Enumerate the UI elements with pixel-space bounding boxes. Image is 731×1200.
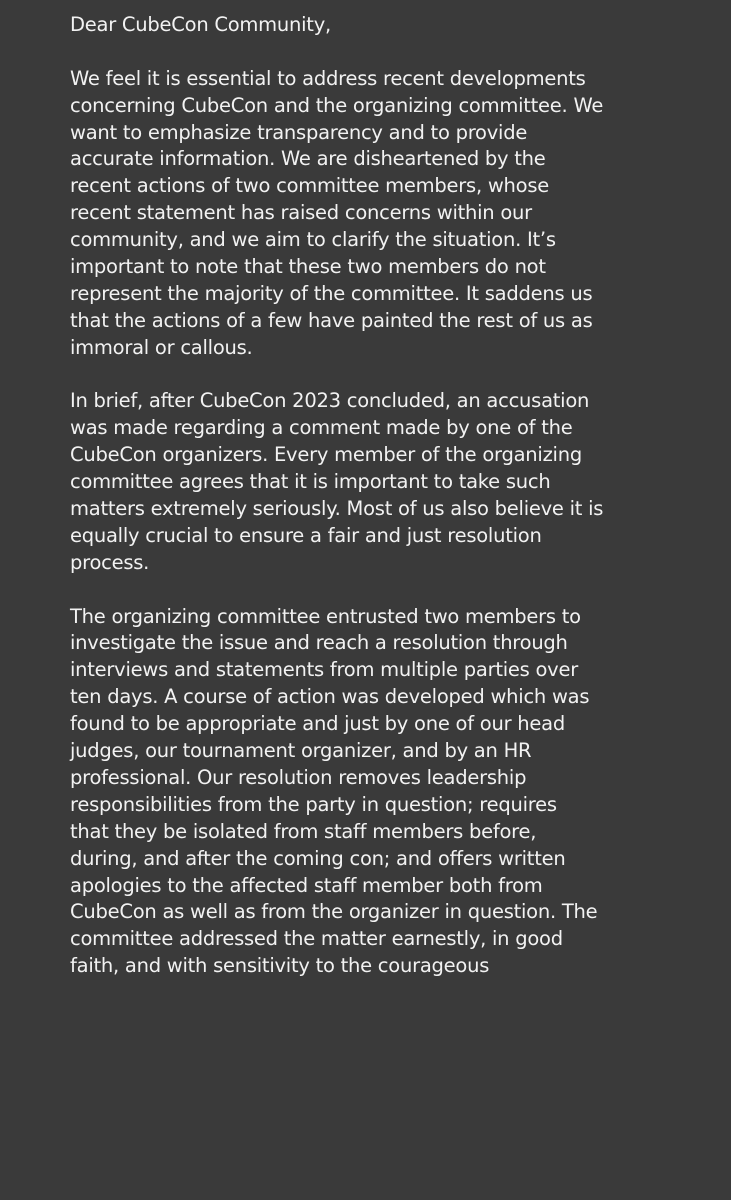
paragraph-line: immoral or callous. — [70, 335, 253, 359]
letter-body — [70, 12, 680, 980]
paragraph-3 — [70, 604, 680, 980]
paragraph-1 — [70, 66, 680, 362]
paragraph-line: concerning CubeCon and the organizing committee. We — [70, 93, 604, 117]
paragraph-line: represent the majority of the committee. It saddens us — [70, 281, 593, 305]
paragraph-line: community, and we aim to clarify the situation. It’s — [70, 228, 556, 252]
paragraph-line: investigate the issue and reach a resolution through — [70, 631, 568, 655]
paragraph-line: want to emphasize transparency and to provide — [70, 120, 528, 144]
paragraph-line: process. — [70, 550, 150, 574]
paragraph-line: equally crucial to ensure a fair and just resolution — [70, 523, 542, 547]
paragraph-line: apologies to the affected staff member both from — [70, 873, 543, 897]
paragraph-spacer — [70, 577, 680, 604]
paragraph-line: We feel it is essential to address recent developments — [70, 66, 586, 90]
paragraph-line: responsibilities from the party in question; requires — [70, 792, 557, 816]
paragraph-line: found to be appropriate and just by one of our head — [70, 712, 565, 736]
paragraph-line: interviews and statements from multiple parties over — [70, 658, 578, 682]
paragraph-line: faith, and with sensitivity to the courageous — [70, 954, 490, 978]
paragraph-line: committee addressed the matter earnestly, in good — [70, 927, 563, 951]
paragraph-line: professional. Our resolution removes leadership — [70, 765, 527, 789]
paragraph-line: recent actions of two committee members, whose — [70, 174, 549, 198]
paragraph-line: The organizing committee entrusted two members to — [70, 604, 581, 628]
paragraph-line: CubeCon as well as from the organizer in question. The — [70, 900, 598, 924]
paragraph-line: was made regarding a comment made by one of the — [70, 416, 573, 440]
paragraph-line: matters extremely seriously. Most of us also believe it is — [70, 497, 604, 521]
paragraph-line: judges, our tournament organizer, and by an HR — [70, 739, 532, 763]
letter-greeting: Dear CubeCon Community, — [70, 13, 331, 36]
paragraph-line: ten days. A course of action was developed which was — [70, 685, 590, 709]
paragraph-spacer — [70, 39, 680, 66]
paragraph-line: during, and after the coming con; and offers written — [70, 846, 566, 870]
paragraph-spacer — [70, 362, 680, 389]
paragraph-2 — [70, 388, 680, 576]
paragraph-line: that the actions of a few have painted the rest of us as — [70, 308, 593, 332]
paragraph-line: that they be isolated from staff members before, — [70, 819, 537, 843]
paragraph-line: recent statement has raised concerns within our — [70, 201, 532, 225]
paragraph-line: important to note that these two members do not — [70, 255, 546, 279]
paragraph-line: accurate information. We are disheartened by the — [70, 147, 546, 171]
paragraph-line: CubeCon organizers. Every member of the organizing — [70, 443, 582, 467]
paragraph-line: committee agrees that it is important to take such — [70, 470, 551, 494]
paragraph-line: In brief, after CubeCon 2023 concluded, an accusation — [70, 389, 590, 413]
